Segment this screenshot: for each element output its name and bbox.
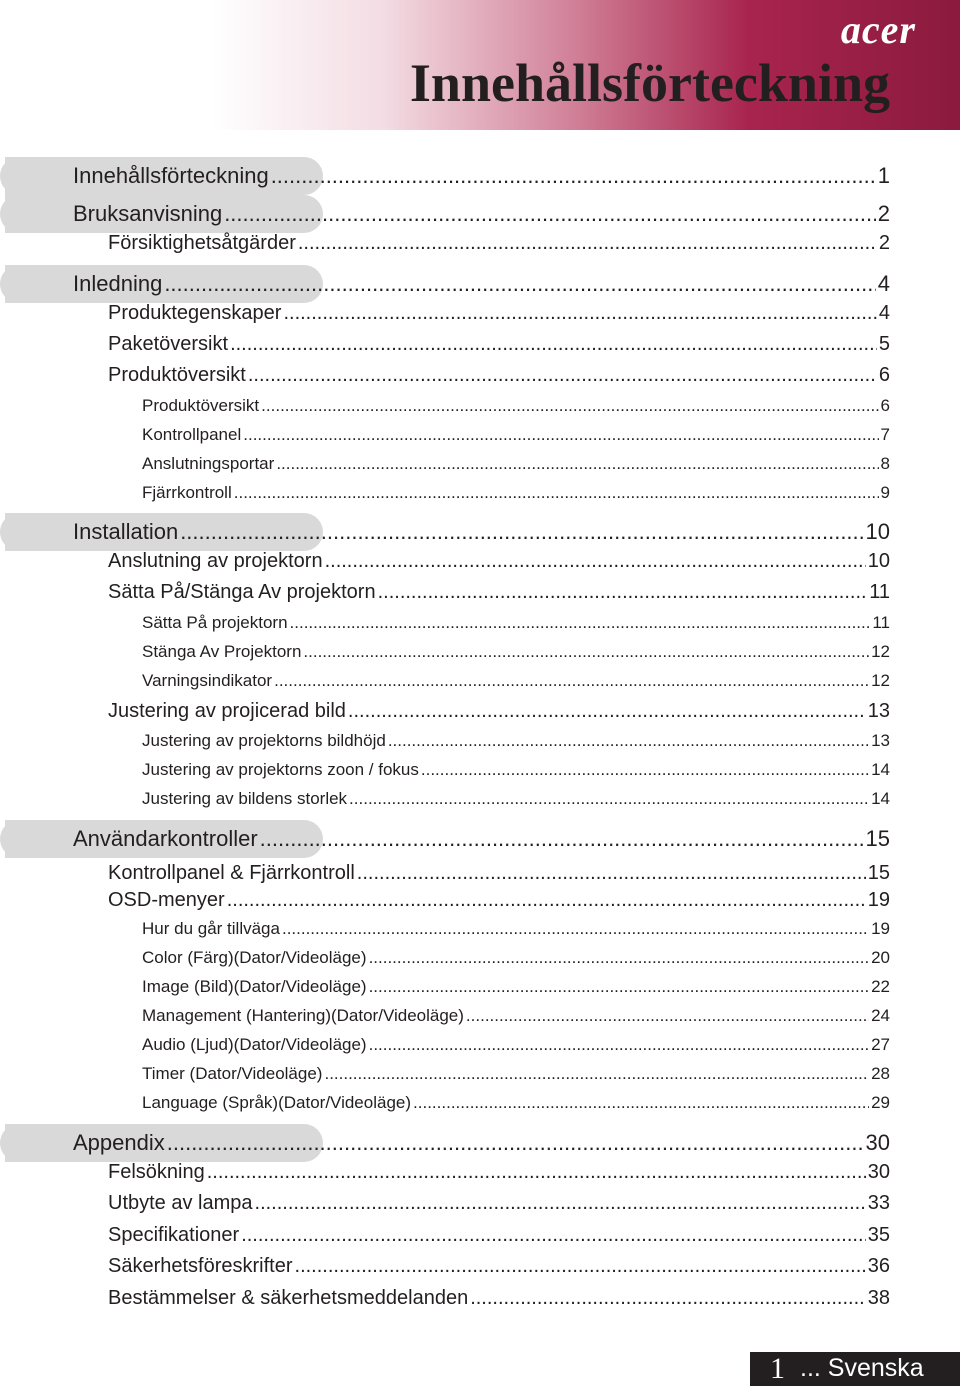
dot-leader [324, 1064, 869, 1084]
dot-leader [227, 889, 866, 912]
page-number: 1 [770, 1352, 785, 1385]
toc-entry[interactable] [142, 1064, 890, 1084]
toc-entry[interactable] [108, 1255, 890, 1278]
toc-entry[interactable] [108, 333, 890, 356]
toc-entry[interactable] [142, 760, 890, 780]
toc-entry-label: Specifikationer [108, 1224, 240, 1246]
toc-entry[interactable] [142, 396, 890, 416]
toc-entry-page: 14 [871, 760, 890, 779]
dot-leader [274, 671, 869, 691]
toc-entry-label: Kontrollpanel [142, 425, 242, 444]
dot-leader [276, 454, 878, 474]
toc-entry-page: 4 [878, 302, 890, 324]
toc-entry-page: 5 [878, 333, 890, 355]
toc-entry-page: 1 [877, 163, 890, 188]
dot-leader [369, 1035, 869, 1055]
toc-entry-page: 10 [865, 519, 890, 544]
dot-leader [369, 977, 870, 997]
dot-leader [260, 826, 864, 852]
toc-entry-label: Användarkontroller [73, 826, 258, 851]
toc-entry-label: Language (Språk)(Dator/Videoläge) [142, 1093, 412, 1112]
toc-entry-page: 24 [871, 1006, 890, 1025]
toc-entry-page: 8 [880, 454, 890, 473]
toc-entry-page: 30 [867, 1161, 890, 1183]
toc-entry-label: Justering av projektorns bildhöjd [142, 731, 386, 750]
toc-entry-label: OSD-menyer [108, 889, 225, 911]
dot-leader [303, 642, 869, 662]
toc-entry-page: 15 [867, 862, 890, 884]
toc-entry-page: 12 [871, 671, 890, 690]
dot-leader [388, 731, 869, 751]
toc-entry-page: 19 [871, 919, 890, 938]
dot-leader [290, 613, 871, 633]
toc-entry[interactable] [142, 613, 890, 633]
toc-entry[interactable] [142, 642, 890, 662]
dot-leader [261, 396, 878, 416]
toc-entry-page: 13 [867, 700, 890, 722]
dot-leader [421, 760, 869, 780]
toc-entry-label: Försiktighetsåtgärder [108, 232, 296, 254]
toc-entry[interactable] [108, 302, 890, 325]
toc-entry-label: Stänga Av Projektorn [142, 642, 302, 661]
toc-entry-label: Inledning [73, 271, 163, 296]
toc-entry-label: Management (Hantering)(Dator/Videoläge) [142, 1006, 464, 1025]
toc-entry-page: 19 [867, 889, 890, 911]
toc-entry[interactable] [73, 519, 890, 545]
toc-entry[interactable] [73, 271, 890, 297]
toc-entry[interactable] [142, 425, 890, 445]
toc-entry[interactable] [108, 1192, 890, 1215]
dot-leader [271, 163, 876, 189]
dot-leader [230, 333, 877, 356]
toc-entry[interactable] [108, 1224, 890, 1247]
dot-leader [241, 1224, 866, 1247]
toc-entry[interactable] [142, 919, 890, 939]
toc-entry[interactable] [142, 1035, 890, 1055]
dot-leader [248, 364, 877, 387]
toc-entry-label: Produktegenskaper [108, 302, 282, 324]
dot-leader [282, 919, 869, 939]
toc-entry-page: 27 [871, 1035, 890, 1054]
toc-entry-page: 7 [880, 425, 890, 444]
toc-entry[interactable] [108, 700, 890, 723]
toc-entry-label: Sätta På projektorn [142, 613, 288, 632]
dot-leader [357, 862, 866, 885]
dot-leader [207, 1161, 866, 1184]
dot-leader [298, 232, 877, 255]
toc-entry[interactable] [73, 1130, 890, 1156]
toc-entry-page: 12 [871, 642, 890, 661]
toc-entry-label: Innehållsförteckning [73, 163, 269, 188]
toc-entry[interactable] [108, 581, 890, 604]
toc-entry-page: 30 [865, 1130, 890, 1155]
toc-entry[interactable] [108, 550, 890, 573]
toc-entry-page: 10 [867, 550, 890, 572]
toc-entry-page: 22 [871, 977, 890, 996]
toc-entry[interactable] [142, 948, 890, 968]
toc-entry-page: 15 [865, 826, 890, 851]
toc-entry-label: Timer (Dator/Videoläge) [142, 1064, 323, 1083]
toc-entry-page: 6 [880, 396, 890, 415]
toc-entry-page: 20 [871, 948, 890, 967]
toc-entry-label: Paketöversikt [108, 333, 229, 355]
toc-entry-label: Felsökning [108, 1161, 205, 1183]
toc-entry-page: 36 [867, 1255, 890, 1277]
dot-leader [234, 483, 879, 503]
language-label: ... Svenska [800, 1354, 924, 1382]
dot-leader [283, 302, 876, 325]
toc-entry[interactable] [108, 862, 890, 885]
toc-entry-label: Justering av bildens storlek [142, 789, 348, 808]
toc-entry-label: Anslutningsportar [142, 454, 275, 473]
dot-leader [378, 581, 868, 604]
toc-entry[interactable] [73, 201, 890, 227]
toc-entry[interactable] [142, 731, 890, 751]
toc-entry-label: Sätta På/Stänga Av projektorn [108, 581, 376, 603]
toc-entry-label: Hur du går tillväga [142, 919, 280, 938]
dot-leader [164, 271, 875, 297]
toc-entry-label: Utbyte av lampa [108, 1192, 253, 1214]
toc-entry[interactable] [142, 483, 890, 503]
toc-entry-page: 33 [867, 1192, 890, 1214]
dot-leader [243, 425, 878, 445]
dot-leader [180, 519, 863, 545]
toc-entry[interactable] [73, 163, 890, 189]
dot-leader [470, 1287, 866, 1310]
toc-entry-label: Varningsindikator [142, 671, 273, 690]
toc-entry-label: Bestämmelser & säkerhetsmeddelanden [108, 1287, 469, 1309]
toc-entry[interactable] [142, 454, 890, 474]
dot-leader [255, 1192, 866, 1215]
toc-entry-page: 11 [869, 581, 890, 603]
toc-entry-label: Appendix [73, 1130, 165, 1155]
dot-leader [349, 789, 869, 809]
toc-entry-page: 38 [867, 1287, 890, 1309]
toc-entry-page: 6 [878, 364, 890, 386]
toc-entry-page: 4 [877, 271, 890, 296]
toc-entry-label: Color (Färg)(Dator/Videoläge) [142, 948, 367, 967]
toc-entry[interactable] [108, 1161, 890, 1184]
toc-entry[interactable] [108, 364, 890, 387]
toc-entry-page: 35 [867, 1224, 890, 1246]
dot-leader [466, 1006, 869, 1026]
toc-entry-label: Bruksanvisning [73, 201, 223, 226]
toc-entry-label: Kontrollpanel & Fjärrkontroll [108, 862, 355, 884]
toc-entry-label: Produktöversikt [142, 396, 260, 415]
toc-entry-page: 9 [880, 483, 890, 502]
dot-leader [167, 1130, 864, 1156]
header-banner [0, 0, 960, 130]
toc-entry-page: 11 [872, 613, 890, 632]
dot-leader [325, 550, 866, 573]
page-footer [750, 1352, 960, 1386]
toc-entry-page: 14 [871, 789, 890, 808]
toc-entry[interactable] [142, 1006, 890, 1026]
toc-entry-label: Fjärrkontroll [142, 483, 232, 502]
toc-entry[interactable] [142, 1093, 890, 1113]
toc-entry-label: Säkerhetsföreskrifter [108, 1255, 293, 1277]
toc-entry[interactable] [108, 232, 890, 255]
toc-entry[interactable] [142, 789, 890, 809]
toc-entry-label: Produktöversikt [108, 364, 246, 386]
toc-entry-page: 29 [871, 1093, 890, 1112]
dot-leader [348, 700, 866, 723]
toc-entry[interactable] [142, 671, 890, 691]
toc-entry-page: 2 [878, 232, 890, 254]
page-title: Innehållsförteckning [409, 53, 890, 113]
toc-entry-label: Audio (Ljud)(Dator/Videoläge) [142, 1035, 367, 1054]
toc-entry-page: 13 [871, 731, 890, 750]
toc-entry[interactable] [108, 1287, 890, 1310]
toc-entry-label: Installation [73, 519, 179, 544]
toc-entry-page: 28 [871, 1064, 890, 1083]
toc-entry-page: 2 [877, 201, 890, 226]
dot-leader [369, 948, 870, 968]
toc-entry-label: Justering av projicerad bild [108, 700, 346, 722]
dot-leader [413, 1093, 869, 1113]
toc-entry[interactable] [108, 889, 890, 912]
acer-logo: acer [840, 7, 916, 52]
toc-entry-label: Anslutning av projektorn [108, 550, 323, 572]
dot-leader [224, 201, 876, 227]
toc-entry-label: Justering av projektorns zoon / fokus [142, 760, 419, 779]
toc-entry[interactable] [142, 977, 890, 997]
toc-entry-label: Image (Bild)(Dator/Videoläge) [142, 977, 367, 996]
dot-leader [295, 1255, 866, 1278]
toc-entry[interactable] [73, 826, 890, 852]
